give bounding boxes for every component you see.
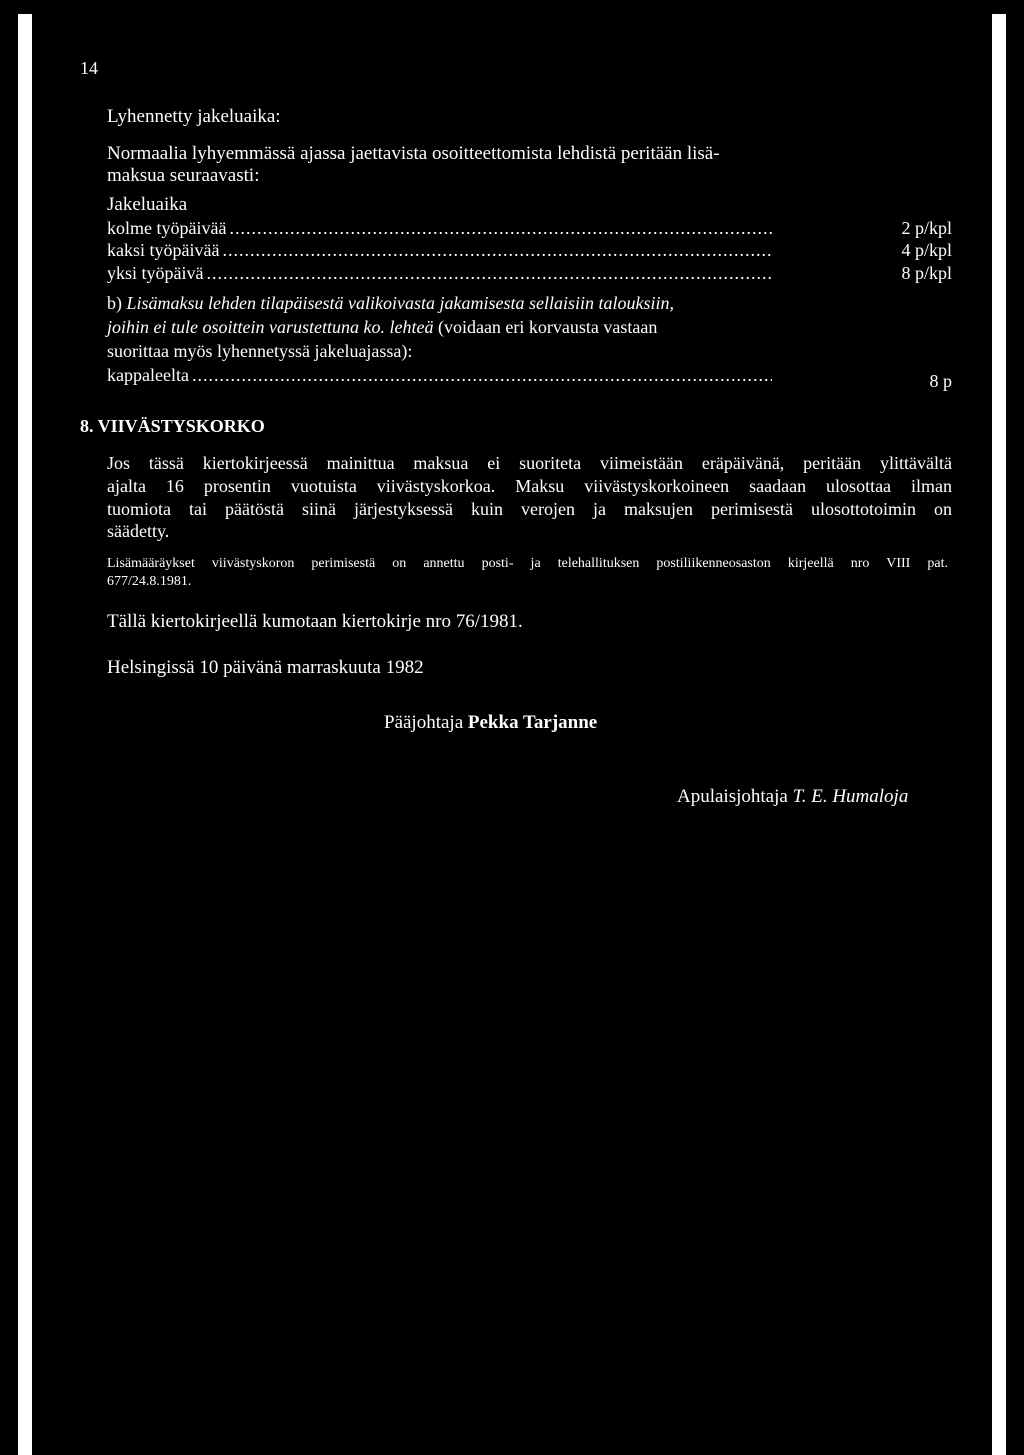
rate-label: kappaleelta (107, 365, 189, 385)
rate-value: 2 p/kpl (901, 218, 952, 238)
section-b-italic-1: Lisämaksu lehden tilapäisestä valikoivasta jakamisesta sellaisiin talouksiin, (126, 293, 674, 313)
para-line: Jos tässä kiertokirjeessä mainittua maksua ei suoriteta viimeistään eräpäivänä, peritään ylittävältä (107, 453, 952, 473)
dot-leader (222, 239, 772, 262)
place-date: Helsingissä 10 päivänä marraskuuta 1982 (107, 657, 424, 678)
rate-value: 8 p/kpl (901, 263, 952, 283)
rate-value: 8 p (929, 371, 952, 391)
intro-line-2: maksua seuraavasti: (107, 165, 260, 186)
section-b-line-2 (107, 316, 657, 339)
signer-1-name: Pekka Tarjanne (467, 712, 598, 733)
intro-line-1: Normaalia lyhyemmässä ajassa jaettavista osoitteettomista lehdistä peritään lisä- (107, 143, 720, 164)
para-line: säädetty. (107, 521, 170, 541)
rate-row (107, 217, 952, 240)
revocation-text: Tällä kiertokirjeellä kumotaan kiertokirje nro 76/1981. (107, 611, 523, 632)
rate-row (107, 364, 952, 391)
dot-leader (207, 262, 773, 285)
section-b-line-1 (107, 292, 952, 315)
section-b-italic-2: joihin ei tule osoittein varustettuna ko. lehteä (107, 317, 434, 337)
signer-2-title: Apulaisjohtaja (677, 786, 788, 807)
section-heading: Lyhennetty jakeluaika: (107, 106, 281, 127)
rate-label: kolme työpäivää (107, 218, 227, 238)
signer-1-title: Pääjohtaja (384, 712, 464, 733)
dot-leader (192, 364, 772, 387)
section-b-prefix: b) (107, 293, 122, 313)
page-number: 14 (80, 58, 98, 78)
rate-label: kaksi työpäivää (107, 240, 220, 260)
rate-value: 4 p/kpl (901, 240, 952, 260)
para-line: tuomiota tai päätöstä siinä järjestyksessä kuin verojen ja maksujen perimisestä ulosottotoimin on (107, 499, 952, 519)
footnote-line-2: 677/24.8.1981. (107, 574, 192, 589)
signature-line-2 (677, 785, 908, 809)
section-8-heading: 8. VIIVÄSTYSKORKO (80, 416, 265, 436)
rate-label: yksi työpäivä (107, 263, 204, 283)
table-label: Jakeluaika (107, 194, 188, 215)
section-b-line-3: suorittaa myös lyhennetyssä jakeluajassa): (107, 341, 413, 361)
dot-leader (229, 217, 772, 240)
signer-2-name: T. E. Humaloja (792, 786, 909, 807)
signature-line-1 (384, 711, 597, 735)
section-b-line-2-rest: (voidaan eri korvausta vastaan (433, 317, 658, 337)
rate-row (107, 262, 952, 285)
footnote-line-1: Lisämääräykset viivästyskoron perimisestä on annettu posti- ja telehallituksen postiliikenneosaston kirjeellä nro VIII pat. (107, 556, 948, 571)
rate-row (107, 239, 952, 262)
para-line: ajalta 16 prosentin vuotuista viivästyskorkoa. Maksu viivästyskorkoineen saadaan ulosottaa ilman (107, 476, 952, 496)
